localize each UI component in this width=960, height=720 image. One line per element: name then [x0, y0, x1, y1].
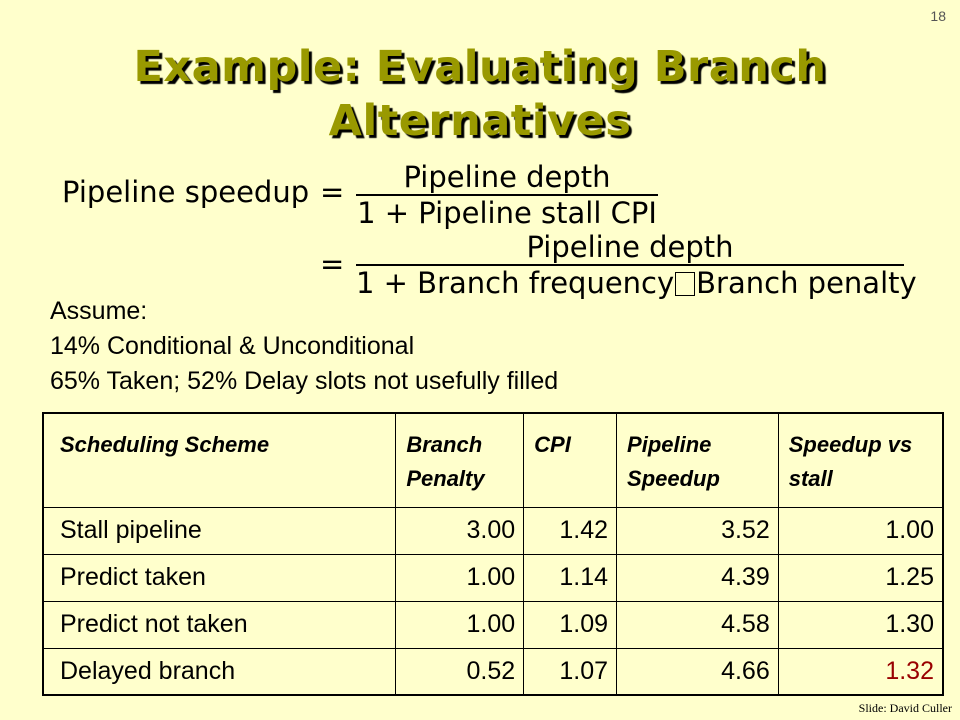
header-scheduling-scheme: Scheduling Scheme [43, 413, 396, 507]
table-row [43, 554, 943, 601]
results-table [42, 412, 944, 696]
assumptions [50, 294, 558, 399]
fraction-1-denominator: 1 + Pipeline stall CPI [357, 196, 657, 230]
row-scheme: Predict taken [43, 554, 396, 601]
slide-credit: Slide: David Culler [858, 701, 952, 715]
formula-fraction-2 [356, 230, 917, 300]
row-cpi: 1.14 [524, 554, 617, 601]
row-cpi: 1.42 [524, 507, 617, 554]
table-header-row [43, 413, 943, 507]
assume-heading: Assume: [50, 297, 148, 325]
row-speedup-vs-stall: 1.00 [778, 507, 943, 554]
fraction-2-denominator-right: Branch penalty [696, 266, 917, 300]
fraction-2-numerator: Pipeline depth [526, 230, 734, 264]
table-row [43, 507, 943, 554]
title-line-2: Alternatives [328, 96, 632, 146]
row-pipeline-speedup: 3.52 [617, 507, 779, 554]
row-branch-penalty: 1.00 [396, 601, 524, 648]
row-pipeline-speedup: 4.39 [617, 554, 779, 601]
missing-glyph-icon [675, 272, 695, 296]
fraction-1-numerator: Pipeline depth [403, 160, 611, 194]
table-row [43, 601, 943, 648]
row-cpi: 1.07 [524, 648, 617, 695]
header-branch-penalty: Branch Penalty [396, 413, 524, 507]
assume-line-2: 65% Taken; 52% Delay slots not usefully filled [50, 367, 559, 395]
row-speedup-vs-stall: 1.25 [778, 554, 943, 601]
row-branch-penalty: 0.52 [396, 648, 524, 695]
fraction-2-denominator-left: 1 + Branch frequency [356, 266, 675, 300]
formula-fraction-1 [356, 160, 658, 230]
row-pipeline-speedup: 4.58 [617, 601, 779, 648]
row-speedup-vs-stall-highlight: 1.32 [778, 648, 943, 695]
title-line-1: Example: Evaluating Branch [133, 42, 827, 92]
row-branch-penalty: 1.00 [396, 554, 524, 601]
row-scheme: Delayed branch [43, 648, 396, 695]
slide-number: 18 [930, 8, 946, 24]
row-cpi: 1.09 [524, 601, 617, 648]
row-scheme: Predict not taken [43, 601, 396, 648]
row-branch-penalty: 3.00 [396, 507, 524, 554]
slide-title [0, 40, 960, 148]
row-speedup-vs-stall: 1.30 [778, 601, 943, 648]
assume-line-1: 14% Conditional & Unconditional [50, 332, 415, 360]
row-scheme: Stall pipeline [43, 507, 396, 554]
formula-lhs: Pipeline speedup [62, 175, 310, 209]
header-pipeline-speedup: Pipeline Speedup [617, 413, 779, 507]
header-cpi: CPI [524, 413, 617, 507]
formula-equals-1: = [320, 175, 345, 209]
table-row [43, 648, 943, 695]
header-speedup-vs-stall: Speedup vs stall [778, 413, 943, 507]
row-pipeline-speedup: 4.66 [617, 648, 779, 695]
formula-equals-2: = [320, 247, 345, 281]
